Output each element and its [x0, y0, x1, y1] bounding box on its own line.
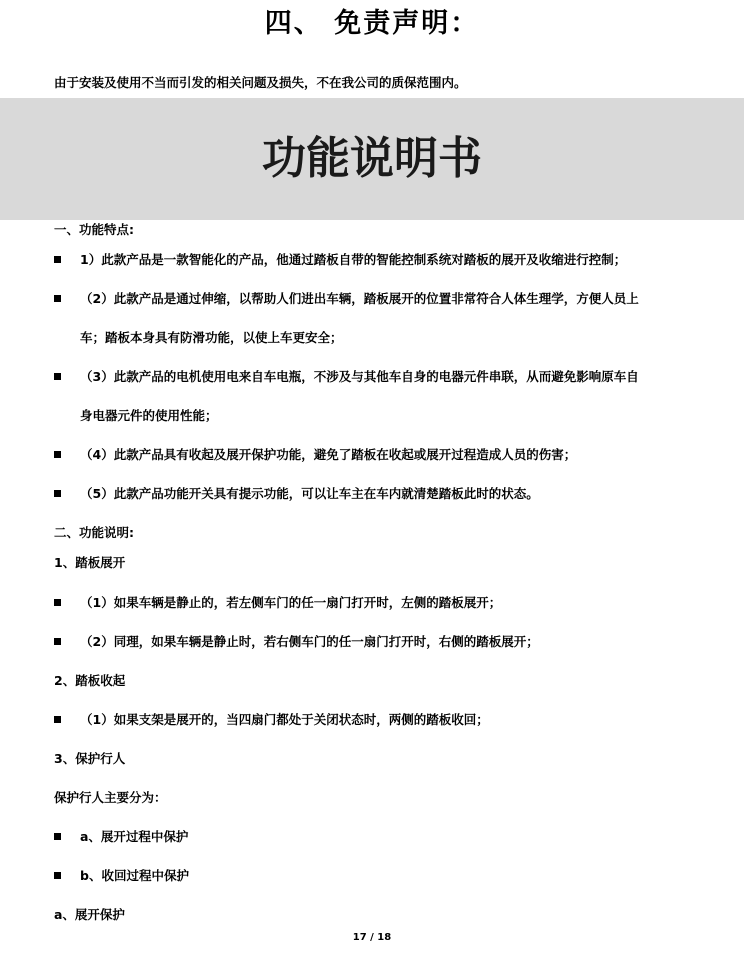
section-title-1: 1、踏板展开	[54, 555, 126, 570]
feature-item-5: （5）此款产品功能开关具有提示功能，可以让车主在车内就清楚踏板此时的状态。	[80, 486, 539, 501]
description-heading: 二、功能说明:	[54, 525, 134, 540]
feature-item-2: （2）此款产品是通过伸缩，以帮助人们进出车辆，踏板展开的位置非常符合人体生理学，方便人员上	[80, 291, 639, 306]
bullet-icon	[54, 451, 61, 458]
section2-item-1: （1）如果支架是展开的，当四扇门都处于关闭状态时，两侧的踏板收回；	[80, 712, 489, 727]
section-title-2: 2、踏板收起	[54, 673, 126, 688]
bullet-icon	[54, 295, 61, 302]
disclaimer-heading: 四、 免责声明：	[264, 8, 480, 39]
document-title: 功能说明书	[262, 133, 482, 184]
section3-item-1: a、展开过程中保护	[80, 829, 189, 844]
section3-item-2: b、收回过程中保护	[80, 868, 189, 883]
bullet-icon	[54, 256, 61, 263]
section1-item-1: （1）如果车辆是静止的，若左侧车门的任一扇门打开时，左侧的踏板展开；	[80, 595, 502, 610]
bullet-icon	[54, 373, 61, 380]
bullet-icon	[54, 490, 61, 497]
section1-item-2: （2）同理，如果车辆是静止时，若右侧车门的任一扇门打开时，右侧的踏板展开；	[80, 634, 539, 649]
section-title-3: 3、保护行人	[54, 751, 126, 766]
bullet-icon	[54, 599, 61, 606]
page-number: 17 / 18	[352, 932, 392, 943]
features-heading: 一、功能特点:	[54, 222, 134, 237]
bullet-icon	[54, 833, 61, 840]
bullet-icon	[54, 638, 61, 645]
section3-intro: 保护行人主要分为：	[54, 790, 167, 805]
section3-subheading: a、展开保护	[54, 907, 125, 922]
feature-item-1: 1）此款产品是一款智能化的产品，他通过踏板自带的智能控制系统对踏板的展开及收缩进行控制；	[80, 252, 627, 267]
feature-item-4: （4）此款产品具有收起及展开保护功能，避免了踏板在收起或展开过程造成人员的伤害；	[80, 447, 577, 462]
feature-item-3: （3）此款产品的电机使用电来自车电瓶，不涉及与其他车自身的电器元件串联，从而避免影响原车自	[80, 369, 639, 384]
disclaimer-text: 由于安装及使用不当而引发的相关问题及损失，不在我公司的质保范围内。	[54, 75, 467, 90]
bullet-icon	[54, 716, 61, 723]
feature-item-2-cont: 车；踏板本身具有防滑功能，以使上车更安全；	[80, 330, 343, 345]
bullet-icon	[54, 872, 61, 879]
feature-item-3-cont: 身电器元件的使用性能；	[80, 408, 218, 423]
